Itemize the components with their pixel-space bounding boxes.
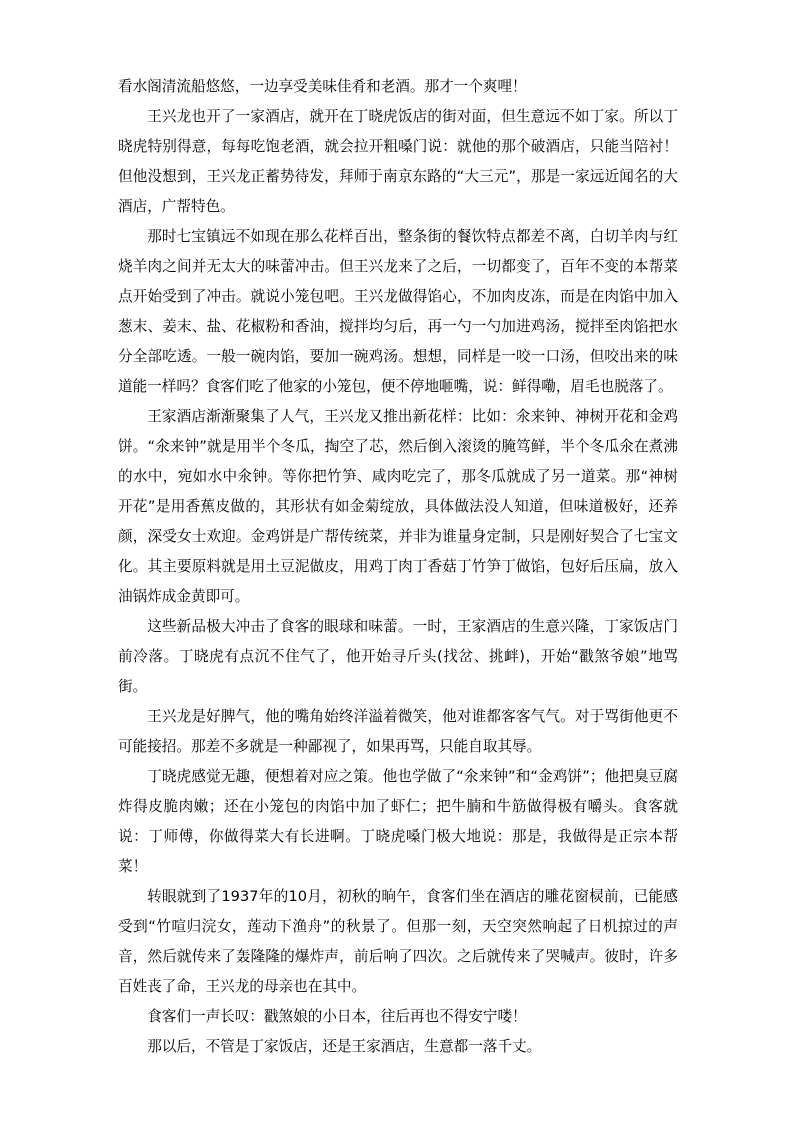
paragraph-new-dishes: 王家酒店渐渐聚集了人气，王兴龙又推出新花样：比如：氽来钟、神树开花和金鸡饼。“氽来钟”就是用半个冬瓜，掏空了芯，然后倒入滚烫的腌笃鲜，半个冬瓜氽在煮沸的水中，宛如水中氽钟。等你把竹笋、咸肉吃完了，那冬瓜就成了另一道菜。那“神树开花”是用香蕉皮做的，其形状有如金菊绽放，具体做法没人知道，但味道极好，还养颜，深受女士欢迎。金鸡饼是广帮传统菜，并非为谁量身定制，只是刚好契合了七宝文化。其主要原料就是用土豆泥做皮，用鸡丁肉丁香菇丁竹笋丁做馅，包好后压扁，放入油锅炸成金黄即可。 <box>118 408 678 605</box>
paragraph-decline: 那以后，不管是丁家饭店，还是王家酒店，生意都一落千丈。 <box>147 1038 542 1055</box>
paragraph-diners-sigh: 食客们一声长叹：戳煞娘的小日本，往后再也不得安宁喽！ <box>147 1008 527 1025</box>
paragraph-opening: 看水阁清流船悠悠，一边享受美味佳肴和老酒。那才一个爽哩！ <box>118 78 527 95</box>
paragraph-ding-curses: 这些新品极大冲击了食客的眼球和味蕾。一时，王家酒店的生意兴隆，丁家饭店门前冷落。丁晓虎有点沉不住气了，他开始寻斤头(找岔、挑衅)，开始“戳煞爷娘”地骂街。 <box>118 618 678 695</box>
paragraph-qibao-town: 那时七宝镇远不如现在那么花样百出，整条街的餐饮特点都差不离，白切羊肉与红烧羊肉之间并无太大的味蕾冲击。但王兴龙来了之后，一切都变了，百年不变的本帮菜点开始受到了冲击。就说小笼包吧。王兴龙做得馅心，不加肉皮冻，而是在肉馅中加入葱末、姜末、盐、花椒粉和香油，搅拌均匀后，再一勺一勺加进鸡汤，搅拌至肉馅把水分全部吃透。一般一碗肉馅，要加一碗鸡汤。想想，同样是一咬一口汤，但咬出来的味道能一样吗？食客们吃了他家的小笼包，便不停地咂嘴，说：鲜得嘞，眉毛也脱落了。 <box>118 228 678 395</box>
paragraph-wang-temper: 王兴龙是好脾气，他的嘴角始终洋溢着微笑，他对谁都客客气气。对于骂街他更不可能接招。那差不多就是一种鄙视了，如果再骂，只能自取其辱。 <box>118 708 678 755</box>
paragraph-wang-opens-restaurant: 王兴龙也开了一家酒店，就开在丁晓虎饭店的街对面，但生意远不如丁家。所以丁晓虎特别得意，每每吃饱老酒，就会拉开粗嗓门说：就他的那个破酒店，只能当陪衬！但他没想到，王兴龙正蓄势待发，拜师于南京东路的“大三元”，那是一家远近闻名的大酒店，广帮特色。 <box>118 108 678 215</box>
paragraph-ding-learns: 丁晓虎感觉无趣，便想着对应之策。他也学做了“氽来钟”和“金鸡饼”；他把臭豆腐炸得皮脆肉嫩；还在小笼包的肉馅中加了虾仁；把牛腩和牛筋做得极有嚼头。食客就说：丁师傅，你做得菜大有长进啊。丁晓虎嗓门极大地说：那是，我做得是正宗本帮菜！ <box>118 768 678 875</box>
document-page <box>118 72 678 1062</box>
paragraph-bombing-1937: 转眼就到了1937年的10月，初秋的晌午，食客们坐在酒店的雕花窗棂前，已能感受到“竹喧归浣女，莲动下渔舟”的秋景了。但那一刻，天空突然响起了日机掠过的声音，然后就传来了轰隆隆的爆炸声，前后响了四次。之后就传来了哭喊声。彼时，许多百姓丧了命，王兴龙的母亲也在其中。 <box>118 888 678 995</box>
